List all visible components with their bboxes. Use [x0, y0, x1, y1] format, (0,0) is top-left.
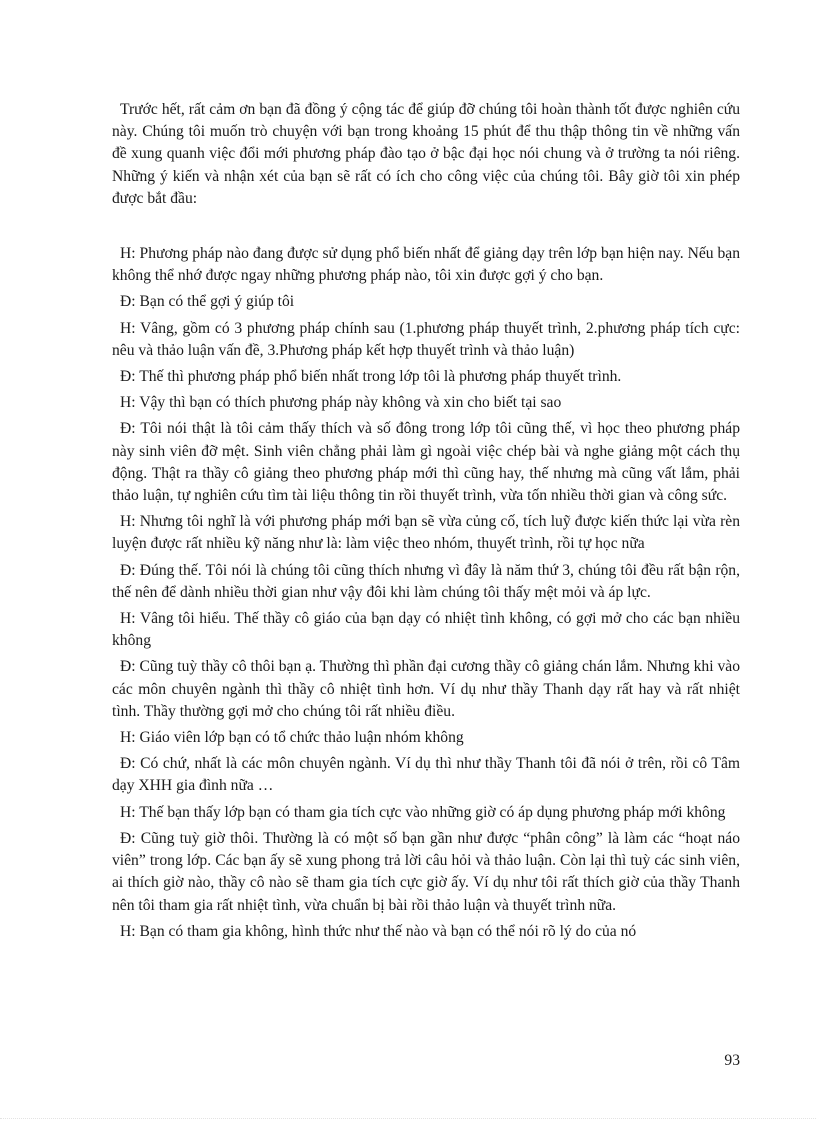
intro-paragraph: Trước hết, rất cảm ơn bạn đã đồng ý cộng tác để giúp đỡ chúng tôi hoàn thành tốt được nghiên cứu này. Chúng tôi muốn trò chuyện với bạn trong khoảng 15 phút để thu thập thông tin về những vấn đề xung quanh việc đổi mới phương pháp đào tạo ở bậc đại học nói chung và ở trường ta nói riêng. Những ý kiến và nhận xét của bạn sẽ rất có ích cho công việc của chúng tôi. Bây giờ tôi xin phép được bắt đầu:	[112, 101, 740, 207]
question-paragraph: H: Giáo viên lớp bạn có tổ chức thảo luận nhóm không	[120, 729, 464, 747]
question-paragraph: H: Bạn có tham gia không, hình thức như thế nào và bạn có thể nói rõ lý do của nó	[120, 922, 637, 940]
answer-paragraph: Đ: Tôi nói thật là tôi cảm thấy thích và số đông trong lớp tôi cũng thế, vì học theo phương pháp này sinh viên đỡ mệt. Sinh viên chẳng phải làm gì ngoài việc chép bài và nghe giảng một cách thụ động. Thật ra thầy cô giảng theo phương pháp mới thì cũng hay, thế nhưng mà cũng vất lắm, phải thảo luận, tự nghiên cứu tìm tài liệu thông tin rồi thuyết trình, vừa tốn nhiều thời gian và công sức.	[112, 420, 740, 505]
answer-paragraph: Đ: Đúng thế. Tôi nói là chúng tôi cũng thích nhưng vì đây là năm thứ 3, chúng tôi đều rất bận rộn, thế nên để dành nhiều thời gian như vậy đôi khi làm chúng tôi thấy mệt mỏi và áp lực.	[112, 561, 740, 601]
document-body	[112, 99, 740, 943]
answer-paragraph: Đ: Bạn có thể gợi ý giúp tôi	[120, 293, 295, 311]
page-number: 93	[724, 1052, 740, 1069]
answer-paragraph: Đ: Cũng tuỳ thầy cô thôi bạn ạ. Thường thì phần đại cương thầy cô giảng chán lắm. Nhưng khi vào các môn chuyên ngành thì thầy cô nhiệt tình hơn. Ví dụ như thầy Thanh dạy rất hay và rất nhiệt tình. Thầy thường gợi mở cho chúng tôi rất nhiều điều.	[112, 658, 740, 720]
answer-paragraph: Đ: Thế thì phương pháp phổ biến nhất trong lớp tôi là phương pháp thuyết trình.	[120, 368, 622, 386]
question-paragraph: H: Vâng tôi hiểu. Thế thầy cô giáo của bạn dạy có nhiệt tình không, có gợi mở cho các bạn nhiều không	[112, 610, 740, 650]
question-paragraph: H: Nhưng tôi nghĩ là với phương pháp mới bạn sẽ vừa củng cố, tích luỹ được kiến thức lại vừa rèn luyện được rất nhiều kỹ năng như là: làm việc theo nhóm, thuyết trình, rồi tự học nữa	[112, 513, 740, 553]
page-bottom-divider	[0, 1118, 816, 1119]
question-paragraph: H: Thế bạn thấy lớp bạn có tham gia tích cực vào những giờ có áp dụng phương pháp mới không	[120, 803, 726, 821]
question-paragraph: H: Vâng, gồm có 3 phương pháp chính sau (1.phương pháp thuyết trình, 2.phương pháp tích cực: nêu và thảo luận vấn đề, 3.Phương pháp kết hợp thuyết trình và thảo luận)	[112, 319, 740, 359]
question-paragraph: H: Vậy thì bạn có thích phương pháp này không và xin cho biết tại sao	[120, 394, 562, 412]
question-paragraph: H: Phương pháp nào đang được sử dụng phổ biến nhất để giảng dạy trên lớp bạn hiện nay. Nếu bạn không thể nhớ được ngay những phương pháp nào, tôi xin được gợi ý cho bạn.	[112, 245, 740, 285]
answer-paragraph: Đ: Có chứ, nhất là các môn chuyên ngành. Ví dụ thì như thầy Thanh tôi đã nói ở trên, rồi cô Tâm dạy XHH gia đình nữa …	[112, 755, 740, 795]
interview-transcript	[112, 243, 740, 943]
answer-paragraph: Đ: Cũng tuỳ giờ thôi. Thường là có một số bạn gần như được “phân công” là làm các “hoạt náo viên” trong lớp. Các bạn ấy sẽ xung phong trả lời câu hỏi và thảo luận. Còn lại thì tuỳ các sinh viên, ai thích giờ nào, thầy cô nào sẽ tham gia tích cực giờ ấy. Ví dụ như tôi rất thích giờ của thầy Thanh nên tôi tham gia rất nhiệt tình, vừa chuẩn bị bài rồi thảo luận và thuyết trình nữa.	[112, 829, 740, 914]
